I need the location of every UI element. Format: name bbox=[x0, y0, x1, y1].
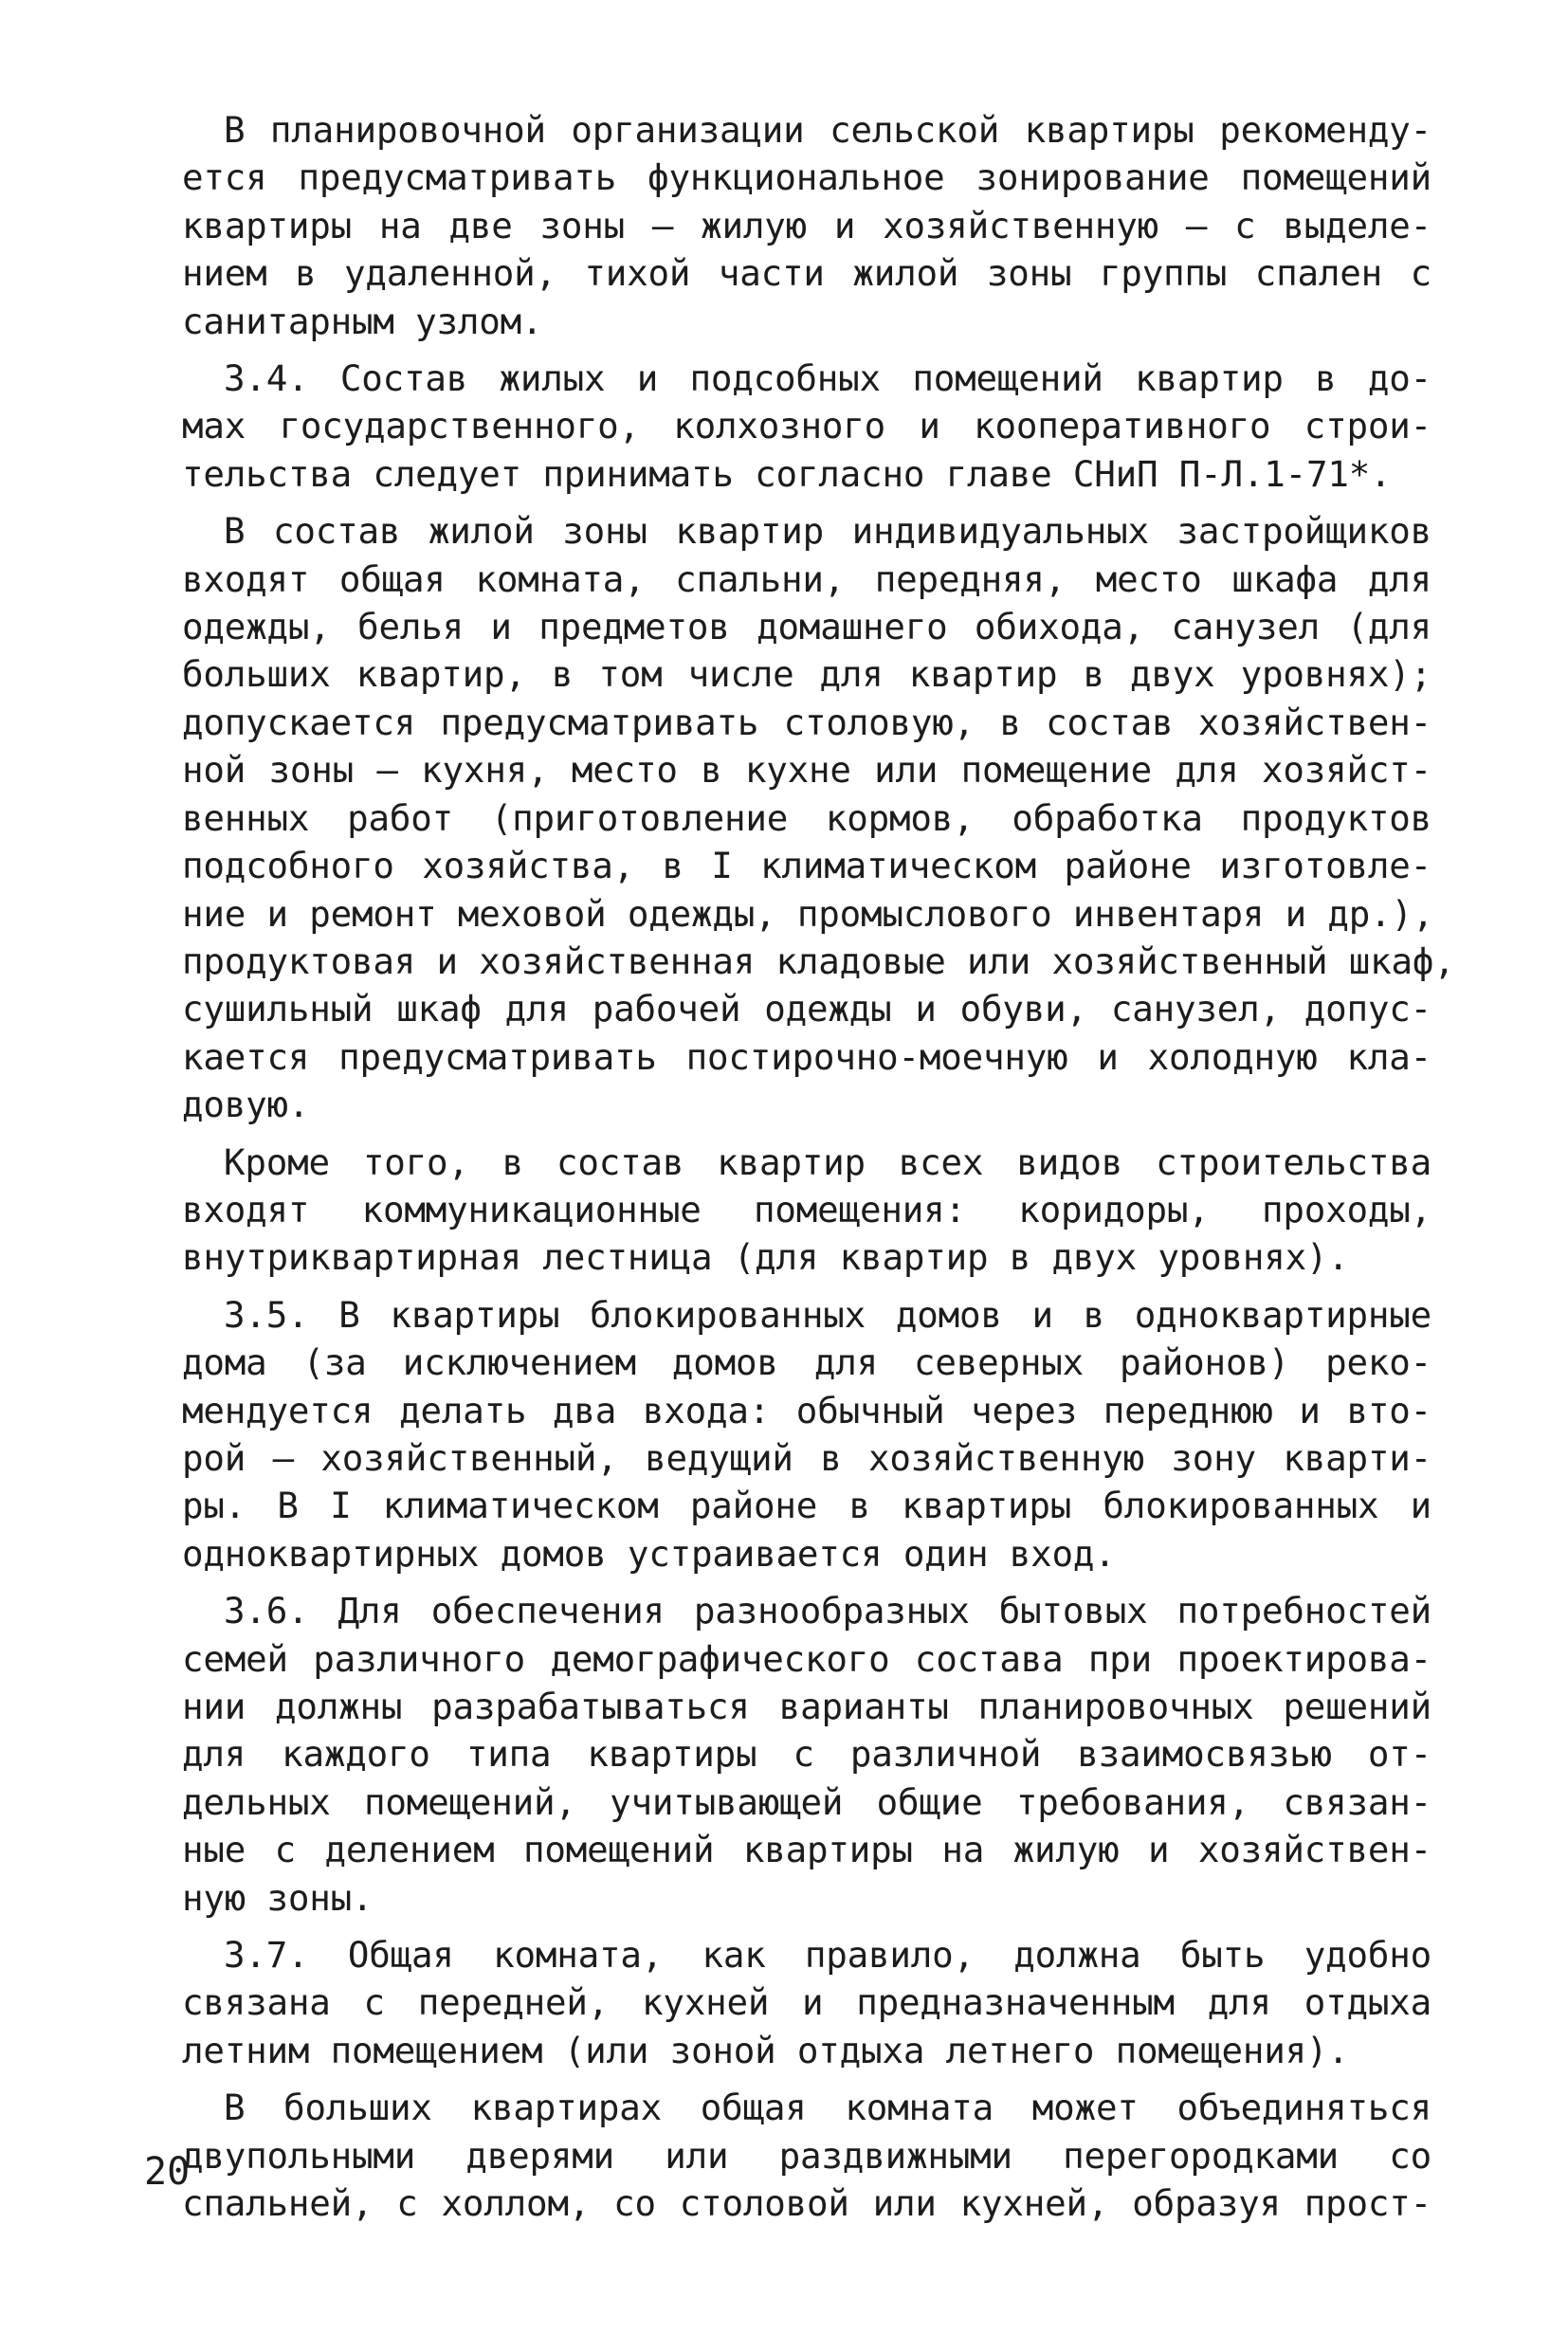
text-line: В больших квартирах общая комната может объединяться bbox=[224, 2087, 1431, 2129]
text-line: связана с передней, кухней и предназначенным для отдыха bbox=[182, 1981, 1431, 2024]
paragraph-3-5 bbox=[140, 1291, 1431, 1577]
text-line: 3.7. Общая комната, как правило, должна быть удобно bbox=[224, 1934, 1431, 1977]
body-text bbox=[140, 106, 1455, 2236]
page-number: 20 bbox=[144, 2150, 191, 2194]
text-line: ние и ремонт меховой одежды, промыслового инвентаря и др.), bbox=[182, 892, 1434, 935]
paragraph-communication-rooms bbox=[140, 1139, 1431, 1282]
paragraph-3-7 bbox=[140, 1931, 1431, 2074]
text-line: санитарным узлом. bbox=[182, 300, 543, 342]
text-line: нием в удаленной, тихой части жилой зоны группы спален с bbox=[182, 252, 1431, 295]
text-line: ной зоны – кухня, место в кухне или помещение для хозяйст- bbox=[182, 749, 1431, 792]
text-line: квартиры на две зоны – жилую и хозяйственную – с выделе- bbox=[182, 204, 1431, 246]
text-line: ную зоны. bbox=[182, 1876, 374, 1919]
text-line: входят общая комната, спальни, передняя, место шкафа для bbox=[182, 557, 1431, 600]
text-line: сушильный шкаф для рабочей одежды и обуви, санузел, допус- bbox=[182, 988, 1431, 1030]
text-line: Кроме того, в состав квартир всех видов строительства bbox=[224, 1140, 1431, 1183]
text-line: мендуется делать два входа: обычный через переднюю и вто- bbox=[182, 1389, 1431, 1431]
text-line: ры. В I климатическом районе в квартиры блокированных и bbox=[182, 1485, 1431, 1527]
text-line: ные с делением помещений квартиры на жилую и хозяйствен- bbox=[182, 1829, 1431, 1871]
text-line: довую. bbox=[182, 1084, 310, 1126]
text-line: семей различного демографического состава при проектирова- bbox=[182, 1637, 1431, 1680]
text-line: двупольными дверями или раздвижными перегородками со bbox=[182, 2134, 1431, 2177]
text-line: кается предусматривать постирочно-моечную и холодную кла- bbox=[182, 1035, 1431, 1078]
paragraph-living-zone bbox=[140, 507, 1455, 1128]
text-line: входят коммуникационные помещения: коридоры, проходы, bbox=[182, 1188, 1431, 1231]
text-line: спальней, с холлом, со столовой или кухней, образуя прост- bbox=[182, 2182, 1431, 2225]
text-line: венных работ (приготовление кормов, обработка продуктов bbox=[182, 796, 1431, 839]
text-line: дельных помещений, учитывающей общие требования, связан- bbox=[182, 1780, 1431, 1823]
paragraph-zoning bbox=[140, 106, 1431, 345]
text-line: тельства следует принимать согласно главе СНиП П-Л.1-71*. bbox=[182, 452, 1392, 495]
paragraph-3-4 bbox=[140, 355, 1431, 498]
text-line: нии должны разрабатываться варианты планировочных решений bbox=[182, 1686, 1431, 1727]
text-line: внутриквартирная лестница (для квартир в двух уровнях). bbox=[182, 1236, 1349, 1279]
text-line: одноквартирных домов устраивается один вход. bbox=[182, 1532, 1116, 1575]
text-line: 3.5. В квартиры блокированных домов и в одноквартирные bbox=[224, 1293, 1431, 1336]
text-line: дома (за исключением домов для северных районов) реко- bbox=[182, 1341, 1431, 1384]
text-line: рой – хозяйственный, ведущий в хозяйственную зону кварти- bbox=[182, 1436, 1431, 1479]
text-line: для каждого типа квартиры с различной взаимосвязью от- bbox=[182, 1733, 1431, 1776]
text-line: 3.6. Для обеспечения разнообразных бытовых потребностей bbox=[224, 1590, 1431, 1632]
paragraph-3-6 bbox=[140, 1587, 1431, 1922]
text-line: летним помещением (или зоной отдыха летнего помещения). bbox=[182, 2029, 1349, 2071]
text-line: ется предусматривать функциональное зонирование помещений bbox=[182, 156, 1431, 199]
text-line: В состав жилой зоны квартир индивидуальных застройщиков bbox=[224, 510, 1431, 553]
text-line: В планировочной организации сельской квартиры рекоменду- bbox=[224, 109, 1431, 151]
paragraph-large-apartments bbox=[140, 2084, 1431, 2227]
text-line: больших квартир, в том числе для квартир в двух уровнях); bbox=[182, 653, 1431, 696]
text-line: продуктовая и хозяйственная кладовые или хозяйственный шкаф, bbox=[182, 939, 1455, 982]
text-line: 3.4. Состав жилых и подсобных помещений квартир в до- bbox=[224, 357, 1431, 400]
text-line: подсобного хозяйства, в I климатическом районе изготовле- bbox=[182, 845, 1431, 887]
text-line: одежды, белья и предметов домашнего обихода, санузел (для bbox=[182, 606, 1431, 648]
text-line: мах государственного, колхозного и кооперативного строи- bbox=[182, 405, 1431, 447]
text-line: допускается предусматривать столовую, в состав хозяйствен- bbox=[182, 701, 1431, 743]
